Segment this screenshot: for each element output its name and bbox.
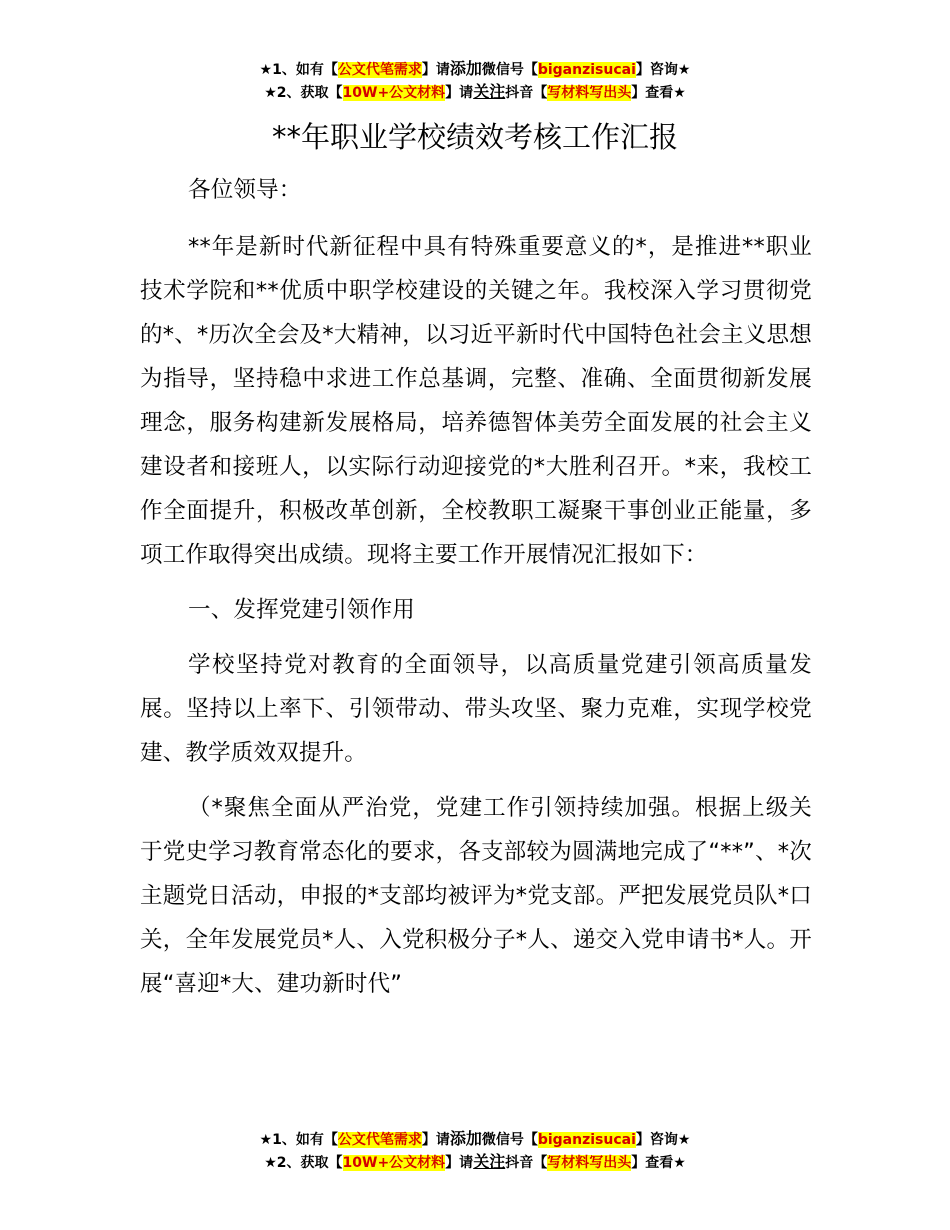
paragraph-party-building: （*聚焦全面从严治党，党建工作引领持续加强。根据上级关于党史学习教育常态化的要求，各支部较为圆满地完成了“**”、*次主题党日活动，申报的*支部均被评为*党支部。严把发展党员队*口关，全年发展党员*人、入党积极分子*人、递交入党申请书*人。开展“喜迎*大、建功新时代” bbox=[140, 795, 812, 997]
document-body bbox=[140, 168, 812, 1017]
promo-line2-suffix: 】查看★ bbox=[631, 1155, 686, 1171]
promo-line1-highlight-wechat: biganzisucai bbox=[537, 62, 636, 78]
promo-line-1-bottom bbox=[0, 1128, 950, 1151]
promo-line2-suffix: 】查看★ bbox=[631, 85, 686, 101]
promo-line2-highlight-materials: 10W+公文材料 bbox=[342, 85, 446, 101]
promo-line1-mid1: 】请 bbox=[421, 1132, 450, 1148]
promo-line2-emphasis: 关注 bbox=[473, 82, 506, 101]
promo-line1-prefix: ★1、如有【 bbox=[259, 62, 338, 78]
promo-line1-suffix: 】咨询★ bbox=[635, 62, 691, 78]
promo-line2-highlight-materials: 10W+公文材料 bbox=[342, 1155, 446, 1171]
promo-line-2 bbox=[0, 81, 950, 104]
promo-line1-mid1: 】请 bbox=[421, 62, 450, 78]
promo-line1-mid2: 微信号【 bbox=[481, 1132, 538, 1148]
promo-line2-mid2: 抖音【 bbox=[505, 85, 548, 101]
promo-line2-highlight-douyin: 写材料写出头 bbox=[547, 85, 632, 101]
salutation: 各位领导： bbox=[188, 177, 302, 203]
promo-line1-emphasis: 添加 bbox=[449, 59, 482, 78]
promo-line2-mid1: 】请 bbox=[445, 85, 474, 101]
promo-line1-highlight-service: 公文代笔需求 bbox=[337, 62, 422, 78]
promo-line2-highlight-douyin: 写材料写出头 bbox=[547, 1155, 632, 1171]
promo-line1-prefix: ★1、如有【 bbox=[259, 1132, 338, 1148]
section-heading-1: 一、发挥党建引领作用 bbox=[188, 597, 416, 623]
top-promo-banner bbox=[0, 58, 950, 104]
paragraph-section-1: 学校坚持党对教育的全面领导，以高质量党建引领高质量发展。坚持以上率下、引领带动、带头攻坚、聚力克难，实现学校党建、教学质效双提升。 bbox=[140, 652, 812, 766]
promo-line1-suffix: 】咨询★ bbox=[635, 1132, 691, 1148]
promo-line2-mid1: 】请 bbox=[445, 1155, 474, 1171]
promo-line2-emphasis: 关注 bbox=[473, 1152, 506, 1171]
promo-line1-highlight-service: 公文代笔需求 bbox=[337, 1132, 422, 1148]
promo-line2-prefix: ★2、获取【 bbox=[264, 85, 343, 101]
document-title: **年职业学校绩效考核工作汇报 bbox=[271, 120, 678, 154]
promo-line2-mid2: 抖音【 bbox=[505, 1155, 548, 1171]
promo-line1-highlight-wechat: biganzisucai bbox=[537, 1132, 636, 1148]
promo-line1-mid2: 微信号【 bbox=[481, 62, 538, 78]
promo-line1-emphasis: 添加 bbox=[449, 1129, 482, 1148]
promo-line-1 bbox=[0, 58, 950, 81]
bottom-promo-banner bbox=[0, 1128, 950, 1174]
promo-line-2-bottom bbox=[0, 1151, 950, 1174]
promo-line2-prefix: ★2、获取【 bbox=[264, 1155, 343, 1171]
paragraph-intro: **年是新时代新征程中具有特殊重要意义的*，是推进**职业技术学院和**优质中职学校建设的关键之年。我校深入学习贯彻党的*、*历次全会及*大精神，以习近平新时代中国特色社会主义思想为指导，坚持稳中求进工作总基调，完整、准确、全面贯彻新发展理念，服务构建新发展格局，培养德智体美劳全面发展的社会主义建设者和接班人，以实际行动迎接党的*大胜利召开。*来，我校工作全面提升，积极改革创新，全校教职工凝聚干事创业正能量，多项工作取得突出成绩。现将主要工作开展情况汇报如下： bbox=[140, 234, 812, 568]
